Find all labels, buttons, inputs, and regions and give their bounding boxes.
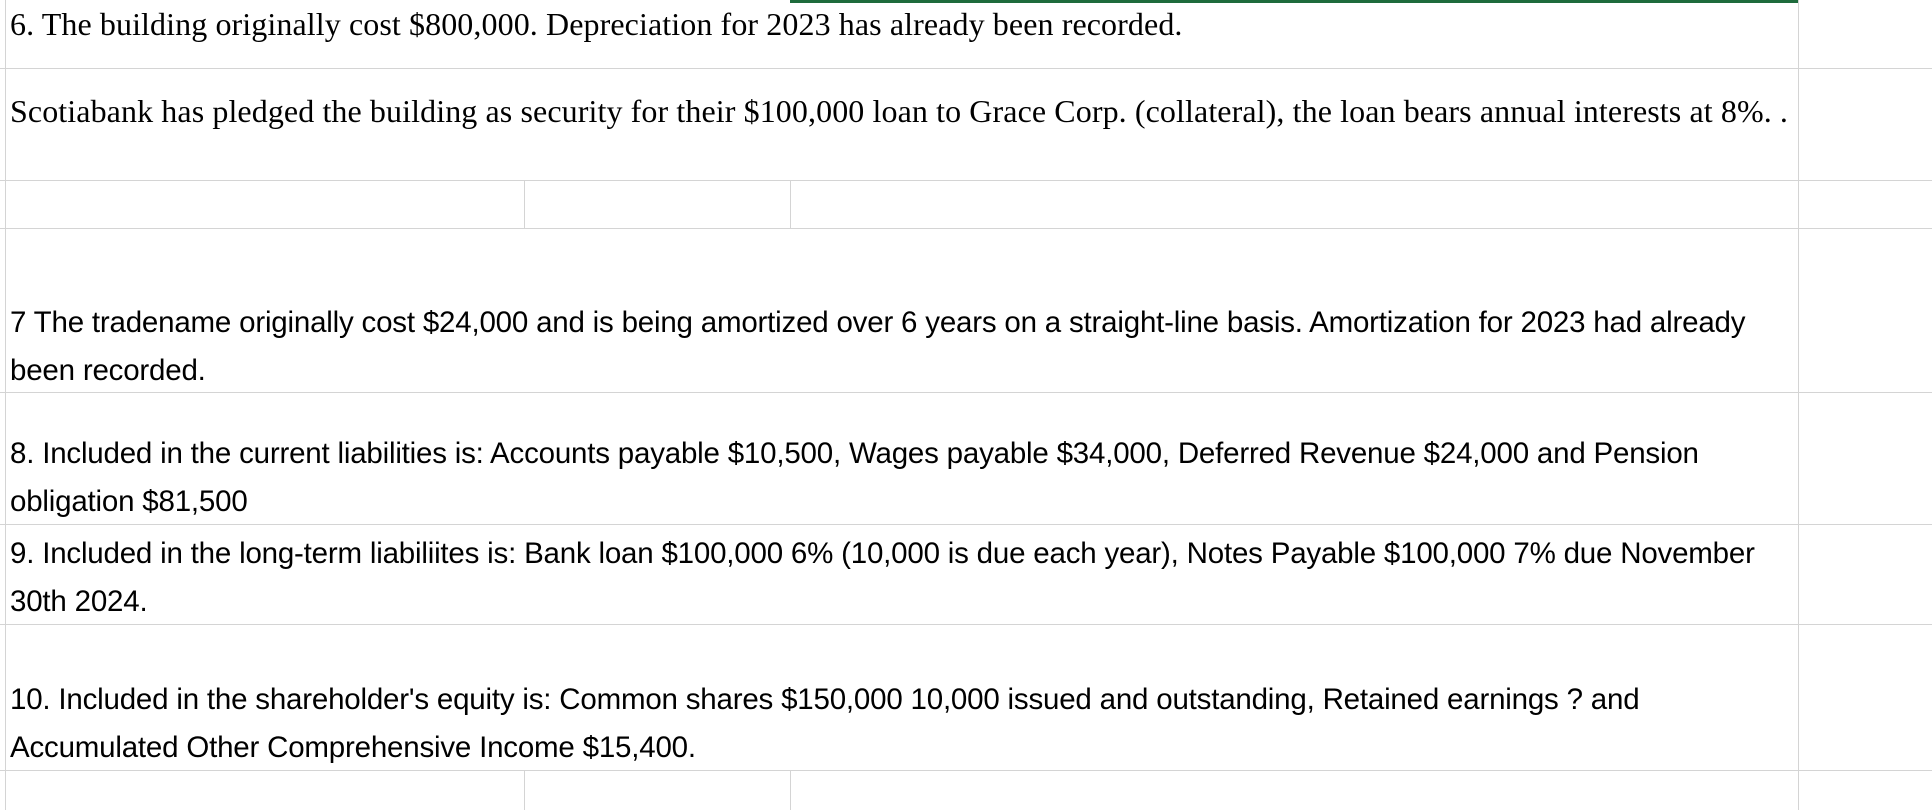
- column-divider: [524, 180, 525, 228]
- row-divider: [0, 68, 1932, 69]
- cell-scotiabank-note[interactable]: Scotiabank has pledged the building as security for their $100,000 loan to Grace Corp. (collateral), the loan bears annual interests at 8%. .: [10, 93, 1789, 129]
- column-divider: [5, 0, 6, 810]
- column-divider: [1798, 0, 1799, 810]
- cell-note-7[interactable]: 7 The tradename originally cost $24,000 and is being amortized over 6 years on a straight-line basis. Amortization for 2023 had already been recorded.: [10, 306, 1746, 387]
- column-divider: [790, 180, 791, 228]
- cell-note-9[interactable]: 9. Included in the long-term liabiliites is: Bank loan $100,000 6% (10,000 is due each year), Notes Payable $100,000 7% due November 30th 2024.: [10, 537, 1755, 618]
- cell-note-8[interactable]: 8. Included in the current liabilities is: Accounts payable $10,500, Wages payable $34,000, Deferred Revenue $24,000 and Pension obligation $81,500: [10, 437, 1699, 518]
- cell-note-6[interactable]: 6. The building originally cost $800,000. Depreciation for 2023 has already been recorded.: [10, 6, 1183, 42]
- column-divider: [790, 770, 791, 810]
- row-divider: [0, 228, 1932, 229]
- cell-note-10[interactable]: 10. Included in the shareholder's equity is: Common shares $150,000 10,000 issued and outstanding, Retained earnings ? and Accumulated Other Comprehensive Income $15,400.: [10, 683, 1640, 764]
- column-divider: [524, 770, 525, 810]
- row-divider: [0, 180, 1932, 181]
